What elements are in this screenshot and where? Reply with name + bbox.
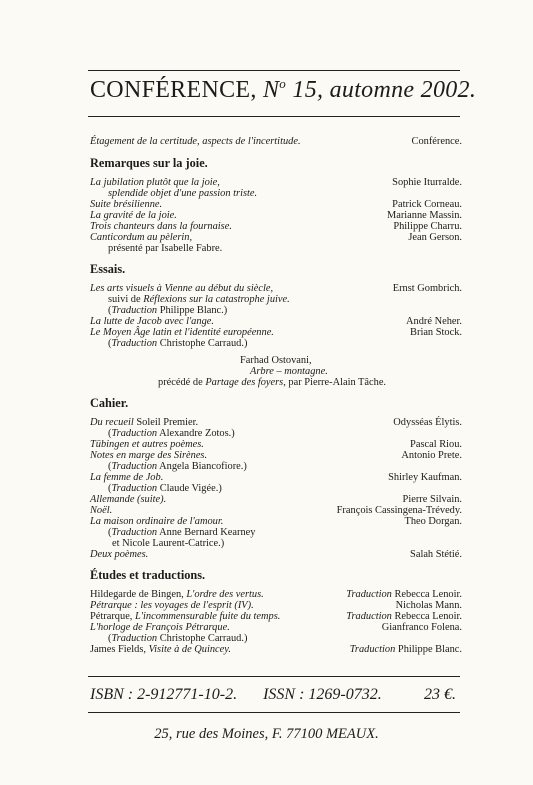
isbn: ISBN : 2-912771-10-2. xyxy=(90,686,238,703)
isbn-row xyxy=(90,686,460,704)
price: 23 €. xyxy=(424,686,456,703)
section-heading-essais: Essais. xyxy=(90,262,126,276)
section-heading-cahier: Cahier. xyxy=(90,396,129,410)
publisher-address: 25, rue des Moines, F. 77100 MEAUX. xyxy=(154,726,379,742)
center-precede: précédé de Partage des foyers, par Pierre-Alain Tâche. xyxy=(158,377,387,388)
intro-author: Conférence. xyxy=(411,136,462,147)
footer-bottom-rule xyxy=(88,712,460,713)
center-title: Arbre – montagne. xyxy=(250,366,328,377)
issn: ISSN : 1269-0732. xyxy=(263,686,382,703)
header-top-rule xyxy=(88,70,460,71)
intro-title: Étagement de la certitude, aspects de l'incertitude. xyxy=(90,136,301,147)
issue-number: $N^o$ 15, automne 2002. xyxy=(262,76,477,103)
header-bottom-rule xyxy=(88,116,460,117)
page-title xyxy=(90,76,477,104)
journal-name: CONFÉRENCE, xyxy=(90,77,257,103)
footer-top-rule xyxy=(88,676,460,677)
center-author: Farhad Ostovani, xyxy=(240,355,312,366)
section-heading-etudes: Études et traductions. xyxy=(90,568,206,582)
section-heading-remarques: Remarques sur la joie. xyxy=(90,156,208,170)
